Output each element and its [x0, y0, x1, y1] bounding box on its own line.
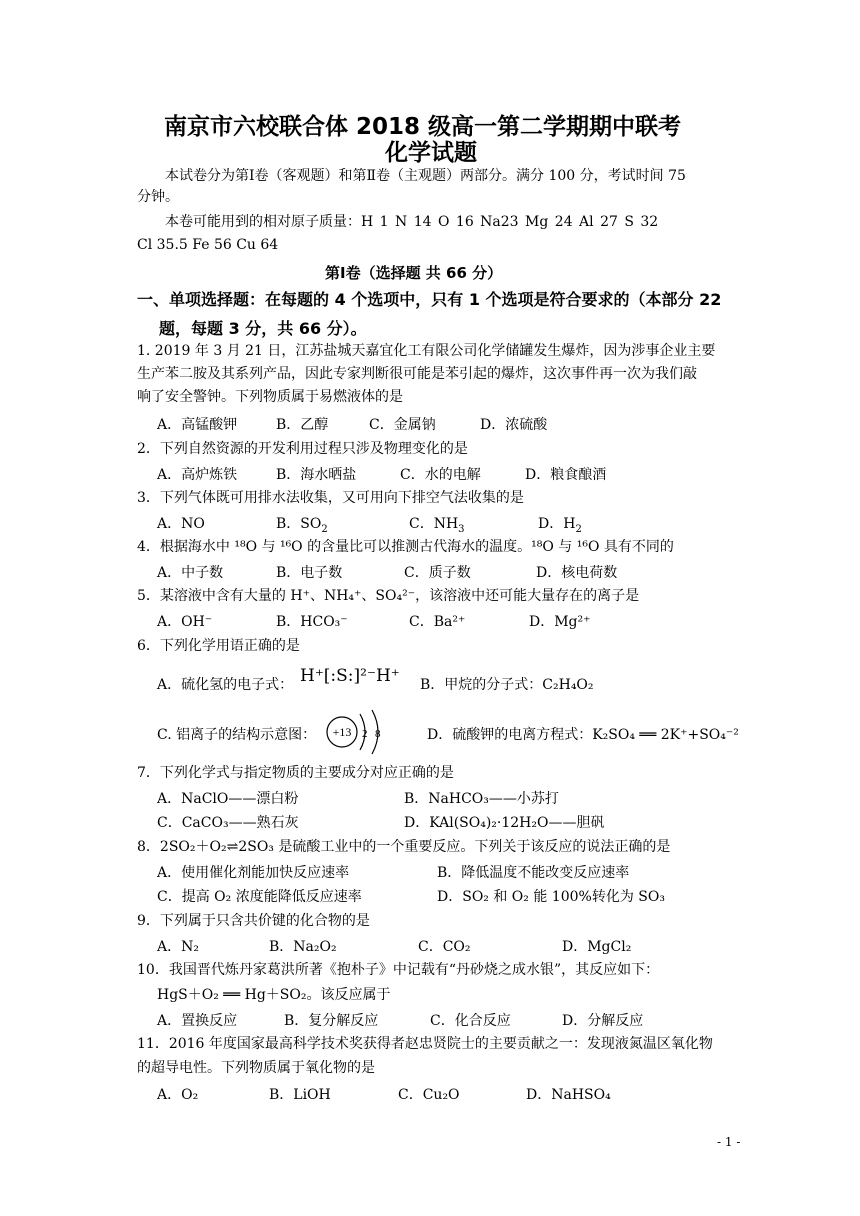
options-row — [0, 1084, 860, 1104]
question-5: 5．某溶液中含有大量的 H⁺、NH₄⁺、SO₄²⁻，该溶液中还可能大量存在的离子是 — [137, 588, 640, 604]
question-7: 7．下列化学式与指定物质的主要成分对应正确的是 — [137, 765, 454, 781]
option-c[interactable]: C．CaCO₃——熟石灰 — [157, 815, 299, 831]
option-b[interactable]: B．Na₂O₂ — [269, 939, 337, 955]
option-c[interactable]: C．化合反应 — [430, 1013, 511, 1029]
exam-subtitle: 化学试题 — [385, 140, 477, 166]
option-a[interactable]: A．NO — [157, 516, 205, 532]
option-a[interactable]: A．NaClO——漂白粉 — [157, 791, 299, 807]
option-d[interactable]: D．硫酸钾的电离方程式：K₂SO₄ ══ 2K⁺+SO₄⁻² — [427, 727, 739, 743]
h2s-electron-formula: H⁺[:S:]²⁻H⁺ — [300, 666, 400, 686]
option-d[interactable]: D．浓硫酸 — [480, 417, 548, 433]
question-11: 11．2016 年度国家最高科学技术奖获得者赵忠贤院士的主要贡献之一：发现液氮温区氧化物 — [137, 1036, 713, 1052]
option-b[interactable]: B．降低温度不能改变反应速率 — [437, 865, 630, 881]
option-a[interactable]: A．高炉炼铁 — [157, 467, 238, 483]
shell-1-count: 2 — [362, 728, 368, 740]
options-row — [0, 886, 860, 906]
options-row — [0, 936, 860, 956]
atomic-mass-line: 本卷可能用到的相对原子质量：H 1 N 14 O 16 Na23 Mg 24 Al 27 S 32 — [165, 214, 659, 230]
question-2: 2．下列自然资源的开发利用过程只涉及物理变化的是 — [137, 441, 468, 457]
option-d[interactable]: D．Mg²⁺ — [529, 614, 591, 630]
question-10: HgS＋O₂ ══ Hg＋SO₂。该反应属于 — [157, 987, 391, 1003]
option-c[interactable]: C．CO₂ — [418, 939, 471, 955]
question-8: 8．2SO₂＋O₂⇌2SO₃ 是硫酸工业中的一个重要反应。下列关于该反应的说法正确的是 — [137, 839, 671, 855]
nucleus-charge: +13 — [332, 725, 352, 739]
options-row — [0, 513, 860, 533]
option-d[interactable]: D．分解反应 — [562, 1013, 644, 1029]
options-row — [0, 862, 860, 882]
question-1: 响了安全警钟。下列物质属于易燃液体的是 — [137, 389, 403, 405]
exam-title: 南京市六校联合体 2018 级高一第二学期期中联考 — [164, 114, 682, 140]
option-a[interactable]: A．中子数 — [157, 565, 224, 581]
option-b[interactable]: B．$SO_2$ — [276, 516, 328, 535]
option-a[interactable]: A．硫化氢的电子式： — [157, 677, 294, 693]
aluminum-ion-diagram — [324, 706, 396, 758]
option-c[interactable]: C．Ba²⁺ — [409, 614, 466, 630]
option-c[interactable]: C．Cu₂O — [398, 1087, 460, 1103]
option-b[interactable]: B．复分解反应 — [284, 1013, 379, 1029]
option-d[interactable]: D．KAl(SO₄)₂·12H₂O——胆矾 — [404, 815, 605, 831]
question-10: 10．我国晋代炼丹家葛洪所著《抱朴子》中记载有“丹砂烧之成水银”，其反应如下： — [137, 962, 660, 978]
option-a[interactable]: A．O₂ — [157, 1087, 199, 1103]
question-6: 6．下列化学用语正确的是 — [137, 638, 300, 654]
option-b[interactable]: B．甲烷的分子式：C₂H₄O₂ — [420, 677, 594, 693]
section-heading: 题，每题 3 分，共 66 分）。 — [159, 319, 367, 338]
option-c[interactable]: C. 铝离子的结构示意图： — [157, 727, 317, 743]
question-11: 的超导电性。下列物质属于氧化物的是 — [137, 1060, 375, 1076]
option-d[interactable]: D．NaHSO₄ — [526, 1087, 611, 1103]
option-c[interactable]: C．金属钠 — [369, 417, 436, 433]
page-number: - 1 - — [717, 1135, 741, 1149]
question-3: 3．下列气体既可用排水法收集，又可用向下排空气法收集的是 — [137, 490, 524, 506]
question-4: 4．根据海水中 ¹⁸O 与 ¹⁶O 的含量比可以推测古代海水的温度。¹⁸O 与 ¹⁶O 具有不同的 — [137, 539, 674, 555]
section-heading: 一、单项选择题：在每题的 4 个选项中，只有 1 个选项是符合要求的（本部分 22 — [137, 290, 722, 309]
option-d[interactable]: D．核电荷数 — [536, 565, 618, 581]
option-a[interactable]: A．OH⁻ — [157, 614, 213, 630]
option-c[interactable]: C．水的电解 — [400, 467, 481, 483]
options-row — [0, 611, 860, 631]
option-a[interactable]: A．使用催化剂能加快反应速率 — [157, 865, 350, 881]
option-a[interactable]: A．高锰酸钾 — [157, 417, 238, 433]
intro-line: 分钟。 — [137, 189, 179, 205]
options-row — [0, 562, 860, 582]
option-c[interactable]: C．质子数 — [404, 565, 471, 581]
option-b[interactable]: B．NaHCO₃——小苏打 — [404, 791, 559, 807]
option-a[interactable]: A．置换反应 — [157, 1013, 238, 1029]
options-row — [0, 464, 860, 484]
option-d[interactable]: D．SO₂ 和 O₂ 能 100%转化为 SO₃ — [437, 889, 665, 905]
option-b[interactable]: B．HCO₃⁻ — [276, 614, 348, 630]
options-row — [0, 788, 860, 808]
option-a[interactable]: A．N₂ — [157, 939, 199, 955]
option-b[interactable]: B．乙醇 — [276, 417, 329, 433]
option-d[interactable]: D．$H_2$ — [538, 516, 582, 535]
option-b[interactable]: B．LiOH — [269, 1087, 331, 1103]
options-row — [0, 1010, 860, 1030]
option-c[interactable]: C．$NH_3$ — [409, 516, 465, 535]
options-row — [0, 414, 860, 434]
option-d[interactable]: D．粮食酿酒 — [525, 467, 607, 483]
atomic-mass-line: Cl 35.5 Fe 56 Cu 64 — [137, 237, 279, 253]
option-d[interactable]: D．MgCl₂ — [562, 939, 632, 955]
shell-2-count: 8 — [375, 728, 381, 740]
question-9: 9．下列属于只含共价键的化合物的是 — [137, 913, 370, 929]
option-b[interactable]: B．海水晒盐 — [276, 467, 357, 483]
question-1: 生产苯二胺及其系列产品，因此专家判断很可能是苯引起的爆炸，这次事件再一次为我们敲 — [137, 366, 697, 382]
intro-line: 本试卷分为第Ⅰ卷（客观题）和第Ⅱ卷（主观题）两部分。满分 100 分，考试时间 75 — [165, 168, 686, 184]
options-row — [0, 812, 860, 832]
question-1: 1. 2019 年 3 月 21 日，江苏盐城天嘉宜化工有限公司化学储罐发生爆炸，因为涉事企业主要 — [137, 343, 716, 359]
option-b[interactable]: B．电子数 — [276, 565, 343, 581]
option-c[interactable]: C．提高 O₂ 浓度能降低反应速率 — [157, 889, 362, 905]
part-title: 第Ⅰ卷（选择题 共 66 分） — [325, 264, 503, 282]
